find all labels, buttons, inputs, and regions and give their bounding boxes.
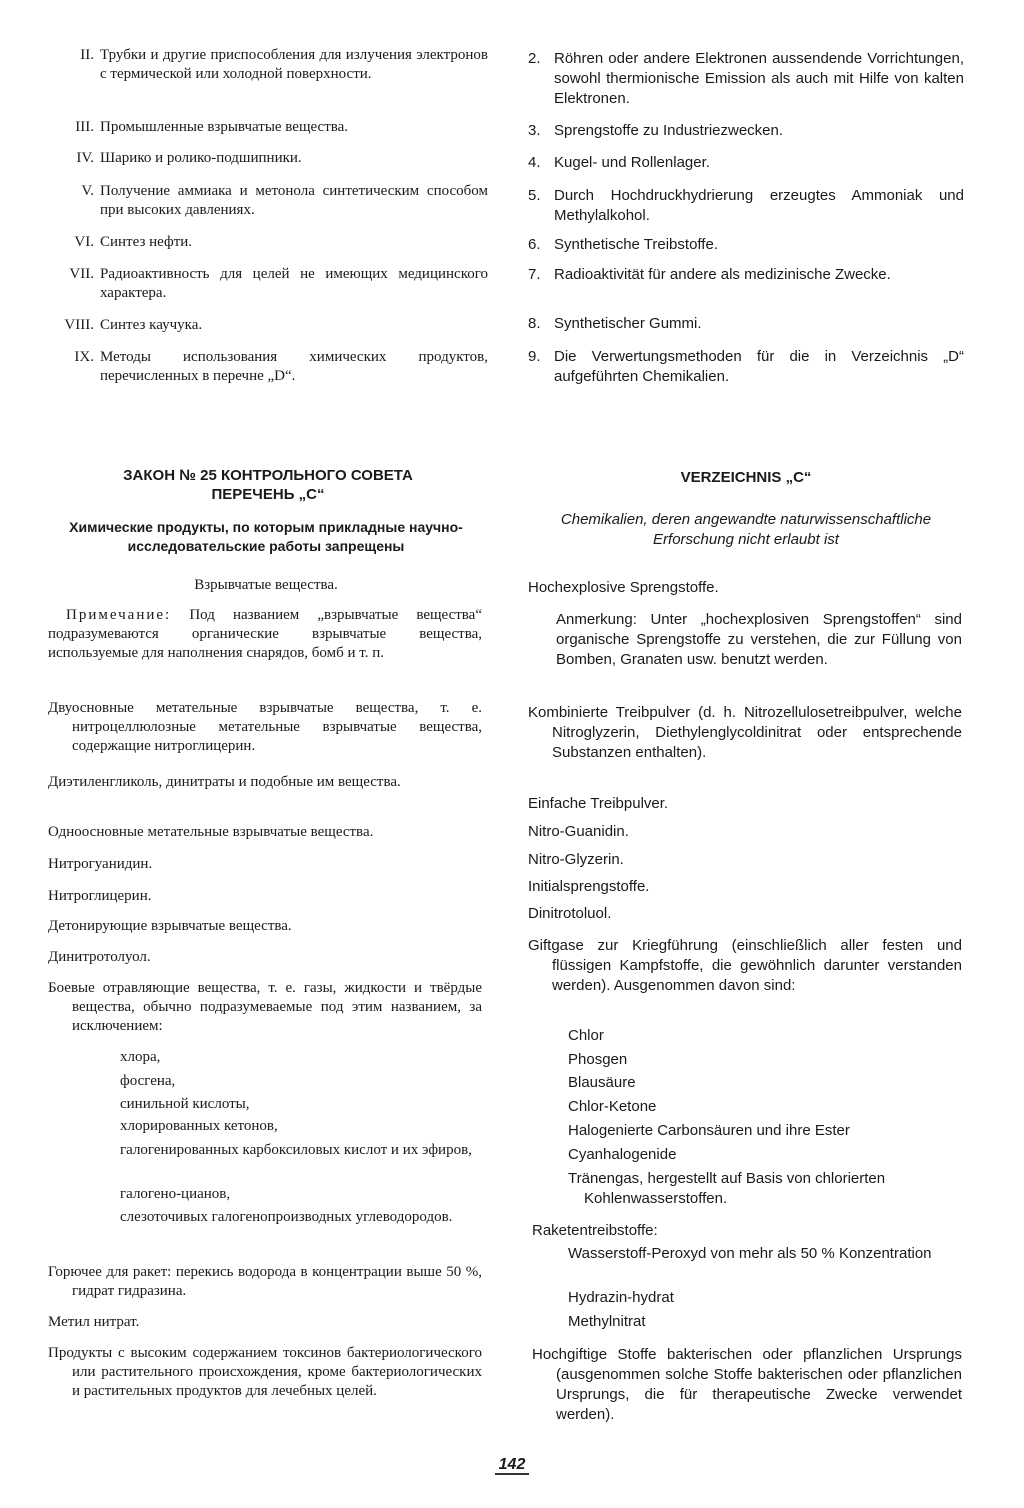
ru-entry: Диэтиленгликоль, динитраты и подобные им вещества.	[48, 774, 401, 790]
ru-list-text: Трубки и другие приспособления для излучения электронов с термической или холодной поверхности.	[100, 47, 488, 82]
ru-list-number: VII.	[69, 266, 94, 282]
de-list-text: Die Verwertungsmethoden für die in Verzeichnis „D“ aufgeführten Chemikalien.	[554, 348, 964, 385]
de-list-number: 7.	[528, 266, 541, 283]
ru-section-title: Взрывчатые вещества.	[194, 577, 338, 593]
de-exception-item: Halogenierte Carbonsäuren und ihre Ester	[568, 1122, 850, 1139]
de-list-number: 4.	[528, 154, 541, 171]
de-list-item	[528, 153, 964, 173]
de-list-item	[528, 265, 964, 285]
ru-list-item	[48, 316, 488, 335]
ru-exception-item: синильной кислоты,	[120, 1096, 250, 1112]
de-exception-item: Chlor-Ketone	[568, 1098, 657, 1115]
ru-list-number: V.	[81, 183, 94, 199]
ru-entry: Метил нитрат.	[48, 1314, 140, 1330]
de-entry: Nitro-Guanidin.	[528, 823, 629, 840]
de-list-number: 5.	[528, 187, 541, 204]
ru-entry: Нитроглицерин.	[48, 888, 152, 904]
de-list-item	[528, 49, 964, 109]
de-entry: Initialsprengstoffe.	[528, 878, 650, 895]
de-list-item	[528, 121, 964, 141]
de-list-text: Synthetische Treibstoffe.	[554, 236, 718, 253]
ru-list-number: IV.	[76, 150, 94, 166]
de-note: Anmerkung: Unter „hochexplosiven Sprengstoffen“ sind organische Sprengstoffe zu verstehen, die zur Füllung von Bomben, Granaten usw. benutzt werden.	[556, 611, 962, 668]
ru-list-item	[48, 182, 488, 220]
ru-exception-item: галогенированных карбоксиловых кислот и их эфиров,	[120, 1142, 472, 1158]
de-heading: VERZEICHNIS „C“	[680, 469, 812, 486]
ru-heading: ЗАКОН № 25 КОНТРОЛЬНОГО СОВЕТА ПЕРЕЧЕНЬ „C“	[123, 467, 413, 503]
de-list-text: Synthetischer Gummi.	[554, 315, 702, 332]
ru-list-text: Синтез нефти.	[100, 234, 193, 250]
ru-exception-item: фосгена,	[120, 1073, 176, 1089]
de-entry: Giftgase zur Kriegführung (einschließlich aller festen und flüssigen Kampfstoffe, die gewöhnlich darunter verstanden werden). Ausgenommen davon sind:	[528, 937, 962, 994]
de-section-title: Hochexplosive Sprengstoffe.	[528, 579, 719, 596]
de-exception-item: Blausäure	[568, 1074, 636, 1091]
ru-list-item	[48, 46, 488, 84]
ru-entry: Горючее для ракет: перекись водорода в концентрации выше 50 %, гидрат гидразина.	[48, 1264, 482, 1299]
de-list-text: Röhren oder andere Elektronen aussendende Vorrichtungen, sowohl thermionische Emission als auch mit Hilfe von kalten Elektronen.	[554, 50, 964, 107]
de-subheading: Chemikalien, deren angewandte naturwissenschaftliche Erforschung nicht erlaubt ist	[560, 511, 932, 548]
ru-exception-item: хлора,	[120, 1049, 161, 1065]
de-list-number: 3.	[528, 122, 541, 139]
de-list-number: 6.	[528, 236, 541, 253]
de-rocket-title: Raketentreibstoffe:	[532, 1222, 658, 1239]
de-exception-item: Tränengas, hergestellt auf Basis von chlorierten Kohlenwasserstoffen.	[568, 1170, 886, 1207]
ru-entry: Детонирующие взрывчатые вещества.	[48, 918, 292, 934]
de-exception-item: Chlor	[568, 1027, 604, 1044]
ru-exception-item: слезоточивых галогенопроизводных углеводородов.	[120, 1209, 453, 1225]
de-exception-item: Cyanhalogenide	[568, 1146, 677, 1163]
page-number	[0, 1456, 1024, 1474]
ru-exception-item: хлорированных кетонов,	[120, 1118, 278, 1134]
ru-list-item	[48, 118, 488, 137]
ru-list-number: VIII.	[64, 317, 94, 333]
ru-exception-item: галогено-цианов,	[120, 1186, 231, 1202]
ru-list-item	[48, 265, 488, 303]
ru-list-text: Промышленные взрывчатые вещества.	[100, 119, 349, 135]
ru-list-number: II.	[80, 47, 94, 63]
ru-list-item	[48, 233, 488, 252]
ru-note	[48, 606, 482, 663]
ru-list-text: Получение аммиака и метонола синтетическим способом при высоких давлениях.	[100, 183, 488, 218]
ru-entry: Нитрогуанидин.	[48, 856, 153, 872]
ru-note-label: Примечание:	[66, 607, 172, 623]
page-number-text: 142	[495, 1456, 530, 1475]
ru-list-item	[48, 348, 488, 386]
de-list-item	[528, 314, 964, 334]
ru-subheading: Химические продукты, по которым прикладные научно-исследовательские работы запрещены	[69, 519, 463, 554]
ru-list-text: Синтез каучука.	[100, 317, 203, 333]
de-list-text: Kugel- und Rollenlager.	[554, 154, 710, 171]
de-list-text: Radioaktivität für andere als medizinische Zwecke.	[554, 266, 891, 283]
de-entry: Nitro-Glyzerin.	[528, 851, 624, 868]
ru-list-text: Радиоактивность для целей не имеющих медицинского характера.	[100, 266, 488, 301]
de-list-number: 8.	[528, 315, 541, 332]
de-list-text: Durch Hochdruckhydrierung erzeugtes Ammoniak und Methylalkohol.	[554, 187, 964, 224]
ru-list-number: IX.	[74, 349, 94, 365]
de-entry: Kombinierte Treibpulver (d. h. Nitrozellulosetreibpulver, welche Nitroglyzerin, Diethylenglycoldinitrat oder entsprechende Substanzen enthalten).	[528, 704, 962, 761]
de-rocket-item: Hydrazin-hydrat	[568, 1289, 674, 1306]
de-list-item	[528, 186, 964, 226]
ru-entry: Одноосновные метательные взрывчатые вещества.	[48, 824, 374, 840]
de-list-number: 9.	[528, 348, 541, 365]
ru-list-number: III.	[75, 119, 94, 135]
de-exception-item: Phosgen	[568, 1051, 628, 1068]
ru-list-number: VI.	[74, 234, 94, 250]
ru-entry: Двуосновные метательные взрывчатые вещества, т. е. нитроцеллюлозные метательные взрывчатые вещества, содержащие нитроглицерин.	[48, 700, 482, 754]
de-entry: Einfache Treibpulver.	[528, 795, 669, 812]
ru-list-text: Шарико и ролико-подшипники.	[100, 150, 302, 166]
de-entry: Hochgiftige Stoffe bakterischen oder pflanzlichen Ursprungs (ausgenommen solche Stoffe bakterischen oder pflanzlichen Ursprungs, die für therapeutische Zwecke verwendet werden).	[532, 1346, 962, 1423]
de-rocket-item: Wasserstoff-Peroxyd von mehr als 50 % Konzentration	[568, 1245, 932, 1262]
ru-list-text: Методы использования химических продуктов, перечисленных в перечне „D“.	[100, 349, 488, 384]
de-list-text: Sprengstoffe zu Industriezwecken.	[554, 122, 784, 139]
de-entry: Dinitrotoluol.	[528, 905, 612, 922]
ru-note-text: Под названием „взрывчатые вещества“ подразумеваются органические взрывчатые вещества, используемые для наполнения снарядов, бомб и т. п.	[48, 607, 482, 661]
de-list-number: 2.	[528, 50, 541, 67]
ru-list-item	[48, 149, 488, 168]
de-rocket-item: Methylnitrat	[568, 1313, 646, 1330]
de-list-item	[528, 235, 964, 255]
ru-entry: Продукты с высоким содержанием токсинов бактериологического или растительного происхождения, кроме бактериологических и растительных продуктов для лечебных целей.	[48, 1345, 482, 1399]
ru-entry: Боевые отравляющие вещества, т. е. газы, жидкости и твёрдые вещества, обычно подразумеваемые под этим названием, за исключением:	[48, 980, 482, 1034]
ru-entry: Динитротолуол.	[48, 949, 151, 965]
de-list-item	[528, 347, 964, 387]
